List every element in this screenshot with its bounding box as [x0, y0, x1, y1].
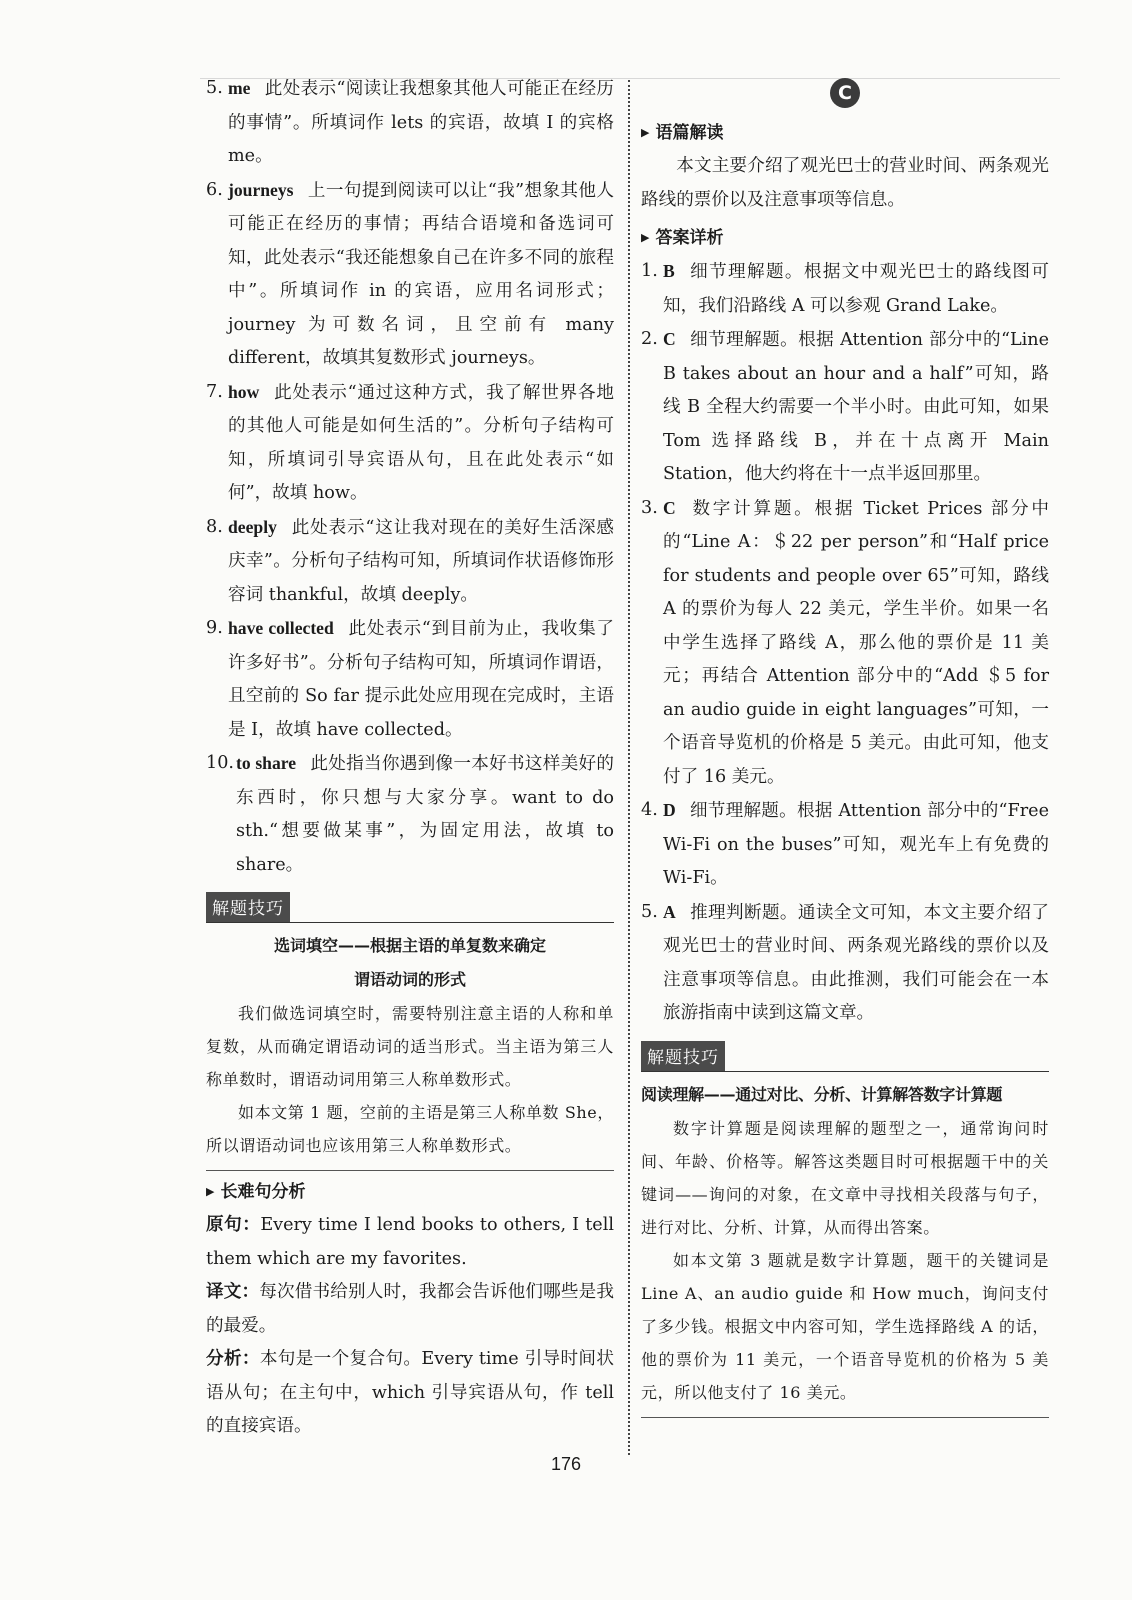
triangle-icon: ▶	[206, 1185, 215, 1198]
item-explanation: 此处表示“到目前为止，我收集了许多好书”。分析句子结构可知，所填词作谓语，且空前的 So far 提示此处应用现在完成时，主语是 I，故填 have collected。	[228, 619, 615, 740]
tip-paragraph: 如本文第 1 题，空前的主语是第三人称单数 She，所以谓语动词也应该用第三人称单数形式。	[206, 1103, 614, 1155]
item-answer: journeys	[228, 179, 294, 200]
original-sentence: 原句：Every time I lend books to others, I tell them which are my favorites.	[206, 1215, 614, 1269]
item-answer: A	[663, 901, 676, 922]
tip-title-line2: 谓语动词的形式	[353, 970, 466, 989]
item-number: 3.	[641, 497, 658, 518]
item-explanation: 此处表示“通过这种方式，我了解世界各地的其他人可能是如何生活的”。分析句子结构可知，所填词引导宾语从句，且在此处表示“如何”，故填 how。	[228, 382, 614, 503]
item-answer: B	[663, 261, 675, 281]
item-answer: deeply	[228, 516, 277, 537]
item-answer: to share	[236, 753, 297, 773]
item-explanation: 此处表示“这让我对现在的美好生活深感庆幸”。分析句子结构可知，所填词作状语修饰形容词 thankful，故填 deeply。	[228, 517, 614, 605]
answer-item	[641, 323, 1049, 492]
triangle-icon: ▶	[641, 126, 650, 139]
item-answer: have collected	[228, 618, 334, 638]
answer-item	[206, 747, 614, 882]
answer-item	[641, 492, 1049, 795]
left-column	[206, 72, 614, 1444]
item-answer: C	[663, 329, 676, 349]
section-rule	[206, 1170, 614, 1171]
section-logo-icon: C	[830, 78, 860, 108]
answer-item	[206, 72, 614, 174]
tip-paragraph: 我们做选词填空时，需要特别注意主语的人称和单复数，从而确定谓语动词的适当形式。当主语为第三人称单数时，谓语动词用第三人称单数形式。	[206, 1004, 614, 1089]
answer-item	[641, 896, 1049, 1031]
item-number: 5.	[641, 901, 658, 922]
tip-tag: 解题技巧	[641, 1041, 725, 1071]
item-explanation: 数字计算题。根据 Ticket Prices 部分中的“Line A：＄22 per person”和“Half price for students and people over 65”可知，路线 A 的票价为每人 22 美元，学生半价。如果一名中学生选择了路线 A，那么他的票价是 11 美元；再结合 Attention 部分中的“Add ＄5 for an audio guide in eight languages”可知，一个语音导览机的价格是 5 美元。由此可知，他支付了 16 美元。	[663, 498, 1049, 787]
long-sentence-heading: ▶ 长难句分析	[206, 1182, 306, 1202]
translation: 译文：每次借书给别人时，我都会告诉他们哪些是我的最爱。	[206, 1282, 614, 1336]
answer-item	[206, 612, 614, 747]
analysis: 分析：本句是一个复合句。Every time 引导时间状语从句；在主句中，which 引导宾语从句，作 tell 的直接宾语。	[206, 1349, 614, 1436]
answer-item	[641, 794, 1049, 896]
item-explanation: 细节理解题。根据 Attention 部分中的“Line B takes about an hour and a half”可知，路线 B 全程大约需要一个半小时。由此可知，如果 Tom 选择路线 B，并在十点离开 Main Station，他大约将在十一点半返回那里。	[663, 330, 1049, 484]
item-number: 6.	[206, 179, 223, 200]
item-answer: C	[663, 497, 676, 518]
answer-item	[206, 376, 614, 511]
item-explanation: 推理判断题。通读全文可知，本文主要介绍了观光巴士的营业时间、两条观光路线的票价以及注意事项等信息。由此推测，我们可能会在一本旅游指南中读到这篇文章。	[663, 902, 1049, 1023]
summary-heading: ▶ 语篇解读	[641, 123, 724, 143]
item-number: 8.	[206, 516, 223, 537]
column-divider	[628, 80, 630, 1455]
item-number: 9.	[206, 618, 223, 638]
answer-item	[206, 511, 614, 613]
item-number: 10.	[206, 753, 234, 773]
item-number: 4.	[641, 800, 658, 820]
item-number: 5.	[206, 78, 223, 98]
tip-title: 阅读理解——通过对比、分析、计算解答数字计算题	[641, 1084, 1003, 1104]
item-number: 1.	[641, 261, 658, 281]
answer-item	[641, 255, 1049, 323]
item-explanation: 此处表示“阅读让我想象其他人可能正在经历的事情”。所填词作 lets 的宾语，故填 I 的宾格 me。	[228, 79, 614, 166]
item-answer: how	[228, 381, 260, 402]
section-rule	[641, 1417, 1049, 1418]
answer-item	[206, 174, 614, 376]
item-explanation: 上一句提到阅读可以让“我”想象其他人可能正在经历的事情；再结合语境和备选词可知，此处表示“我还能想象自己在许多不同的旅程中”。所填词作 in 的宾语，应用名词形式；journey 为可数名词，且空前有 many different，故填其复数形式 journeys。	[228, 180, 614, 368]
tip-tag: 解题技巧	[206, 892, 290, 922]
tip-tag-bar	[641, 1041, 1049, 1072]
summary-text: 本文主要介绍了观光巴士的营业时间、两条观光路线的票价以及注意事项等信息。	[641, 156, 1049, 210]
tip-tag-bar	[206, 892, 614, 923]
item-explanation: 细节理解题。根据文中观光巴士的路线图可知，我们沿路线 A 可以参观 Grand Lake。	[663, 262, 1049, 316]
item-number: 7.	[206, 381, 223, 402]
item-explanation: 此处指当你遇到像一本好书这样美好的东西时，你只想与大家分享。want to do sth.“想要做某事”，为固定用法，故填 to share。	[236, 754, 614, 875]
tip-title-line1: 选词填空——根据主语的单复数来确定	[273, 936, 546, 955]
tip-paragraph: 如本文第 3 题就是数字计算题，题干的关键词是 Line A、an audio guide 和 How much，询问支付了多少钱。根据文中内容可知，学生选择路线 A 的话，他的票价为 11 美元，一个语音导览机的价格为 5 美元，所以他支付了 16 美元。	[641, 1250, 1049, 1402]
tip-paragraph: 数字计算题是阅读理解的题型之一，通常询问时间、年龄、价格等。解答这类题目时可根据题干中的关键词——询问的对象，在文章中寻找相关段落与句子，进行对比、分析、计算，从而得出答案。	[641, 1118, 1049, 1237]
item-explanation: 细节理解题。根据 Attention 部分中的“Free Wi-Fi on the buses”可知，观光车上有免费的 Wi-Fi。	[663, 801, 1049, 888]
item-answer: me	[228, 78, 251, 98]
item-number: 2.	[641, 329, 658, 349]
item-answer: D	[663, 800, 676, 820]
answers-heading: ▶ 答案详析	[641, 228, 724, 248]
page-number: 176	[550, 1454, 582, 1474]
right-column	[641, 72, 1049, 1418]
triangle-icon: ▶	[641, 231, 650, 244]
